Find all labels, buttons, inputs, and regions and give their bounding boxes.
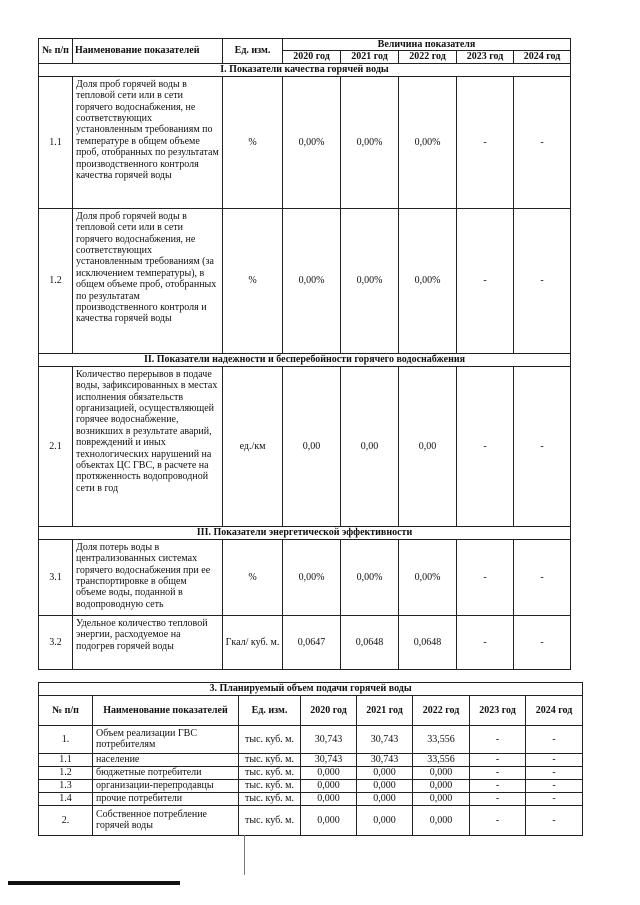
row-value: - [514,539,571,615]
row-value: 30,743 [357,753,413,766]
row-value: 0,000 [301,805,357,835]
row-value: - [526,805,583,835]
row-unit: тыс. куб. м. [239,779,301,792]
row-value: - [470,766,526,779]
row-value: 0,000 [301,766,357,779]
header-name: Наименование показателей [73,39,223,64]
row-value: - [514,615,571,669]
row-value: 0,00% [283,76,341,208]
row-value: - [470,792,526,805]
header-year: 2022 год [413,696,470,726]
header-year: 2024 год [526,696,583,726]
row-value: 0,00% [341,539,399,615]
row-value: 0,000 [357,792,413,805]
row-value: 30,743 [357,726,413,754]
row-num: 1.1 [39,76,73,208]
row-value: - [470,753,526,766]
row-value: 0,000 [301,779,357,792]
row-value: 0,0647 [283,615,341,669]
header-year: 2021 год [341,51,399,63]
row-value: - [526,792,583,805]
planned-volume-table [38,682,583,836]
row-num: 1.4 [39,792,93,805]
header-unit: Ед. изм. [239,696,301,726]
row-name: Доля проб горячей воды в тепловой сети или в сети горячего водоснабжения, не соответствующих установленным требованиям (за исключением температуры), в общем объеме проб, отобранных по результатам производственного контроля и качества горячей воды [73,208,223,353]
table-row [39,539,571,615]
row-value: 0,0648 [399,615,457,669]
row-value: 30,743 [301,753,357,766]
row-num: 2. [39,805,93,835]
row-value: - [514,366,571,526]
row-value: - [514,76,571,208]
row-value: 0,00% [283,539,341,615]
row-name: бюджетные потребители [93,766,239,779]
row-value: 0,00 [283,366,341,526]
row-value: - [526,726,583,754]
header-values: Величина показателя [283,39,571,51]
table-row [39,805,583,835]
row-num: 1. [39,726,93,754]
row-value: 0,000 [413,792,470,805]
row-value: - [470,779,526,792]
row-value: 0,000 [413,766,470,779]
header-year: 2023 год [470,696,526,726]
row-unit: ед./км [223,366,283,526]
header-year: 2023 год [457,51,514,63]
row-num: 3.1 [39,539,73,615]
row-value: 33,556 [413,726,470,754]
table-row [39,766,583,779]
row-value: 0,00 [399,366,457,526]
row-unit: тыс. куб. м. [239,726,301,754]
row-value: 0,000 [357,805,413,835]
table-title: 3. Планируемый объем подачи горячей воды [39,683,583,696]
header-num: № п/п [39,39,73,64]
row-value: 0,00 [341,366,399,526]
row-value: - [457,208,514,353]
row-value: 0,00% [399,76,457,208]
row-value: - [526,779,583,792]
row-value: 30,743 [301,726,357,754]
row-value: 0,0648 [341,615,399,669]
row-value: - [457,76,514,208]
header-year: 2020 год [283,51,341,63]
row-value: - [470,805,526,835]
row-unit: тыс. куб. м. [239,766,301,779]
row-value: - [526,766,583,779]
row-value: 0,000 [357,766,413,779]
row-name: организации-перепродавцы [93,779,239,792]
row-unit: тыс. куб. м. [239,753,301,766]
row-value: - [457,615,514,669]
row-value: - [526,753,583,766]
indicators-table [38,38,571,670]
row-num: 1.2 [39,766,93,779]
table-row [39,615,571,669]
row-unit: Гкал/ куб. м. [223,615,283,669]
table-row [39,726,583,754]
row-name: прочие потребители [93,792,239,805]
header-year: 2021 год [357,696,413,726]
header-unit: Ед. изм. [223,39,283,64]
row-name: Доля проб горячей воды в тепловой сети или в сети горячего водоснабжения, не соответствующих установленным требованиям по температуре в общем объеме проб, отобранных по результатам производственного контроля качества горячей воды [73,76,223,208]
row-value: - [514,208,571,353]
row-value: 0,00% [399,539,457,615]
row-unit: тыс. куб. м. [239,792,301,805]
row-name: Удельное количество тепловой энергии, расходуемое на подогрев горячей воды [73,615,223,669]
table-row [39,753,583,766]
row-unit: % [223,76,283,208]
row-value: 0,00% [341,208,399,353]
row-value: - [457,366,514,526]
row-value: 0,00% [341,76,399,208]
row-unit: % [223,539,283,615]
row-num: 1.2 [39,208,73,353]
footer-rule [8,881,180,885]
row-value: 0,000 [301,792,357,805]
row-value: 0,00% [283,208,341,353]
row-value: 33,556 [413,753,470,766]
row-value: 0,00% [399,208,457,353]
row-num: 1.1 [39,753,93,766]
scan-artifact-line [244,835,245,875]
header-year: 2022 год [399,51,457,63]
table-row [39,779,583,792]
row-name: Доля потерь воды в централизованных системах горячего водоснабжения при ее транспортировке в общем объеме воды, поданной в водопроводную сеть [73,539,223,615]
row-unit: % [223,208,283,353]
row-value: - [457,539,514,615]
row-num: 1.3 [39,779,93,792]
table-row [39,366,571,526]
header-year: 2024 год [514,51,571,63]
row-num: 2.1 [39,366,73,526]
section-title: I. Показатели качества горячей воды [39,63,571,76]
row-value: 0,000 [413,805,470,835]
header-name: Наименование показателей [93,696,239,726]
row-name: Собственное потребление горячей воды [93,805,239,835]
row-name: население [93,753,239,766]
section-title: II. Показатели надежности и бесперебойности горячего водоснабжения [39,353,571,366]
row-value: - [470,726,526,754]
table-row [39,208,571,353]
row-name: Количество перерывов в подаче воды, зафиксированных в местах исполнения обязательств организацией, осуществляющей горячее водоснабжение, возникших в результате аварий, повреждений и иных технологических нарушений на объектах ЦС ГВС, в расчете на протяженность водопроводной сети в год [73,366,223,526]
row-value: 0,000 [357,779,413,792]
row-num: 3.2 [39,615,73,669]
row-value: 0,000 [413,779,470,792]
row-name: Объем реализации ГВС потребителям [93,726,239,754]
row-unit: тыс. куб. м. [239,805,301,835]
header-year: 2020 год [301,696,357,726]
header-num: № п/п [39,696,93,726]
section-title: III. Показатели энергетической эффективности [39,526,571,539]
table-row [39,76,571,208]
table-row [39,792,583,805]
